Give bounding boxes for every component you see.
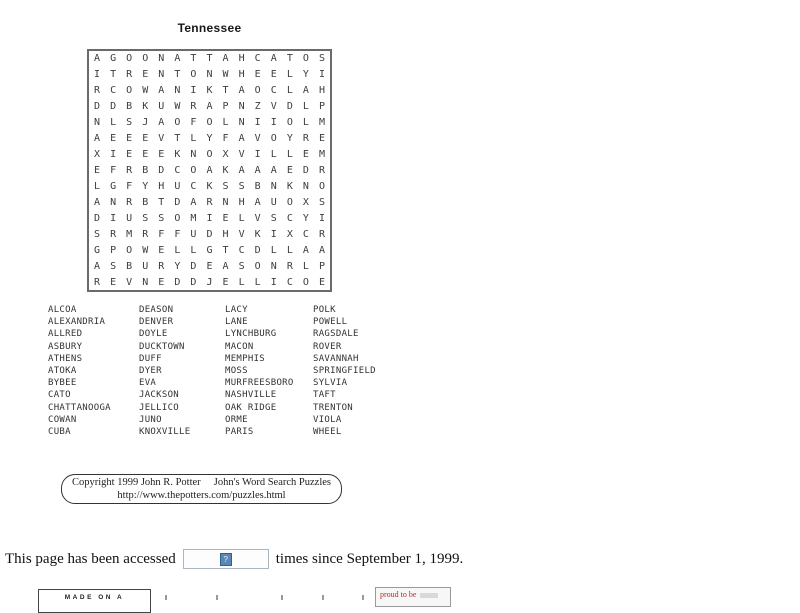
word-list-item: BYBEE: [48, 378, 77, 389]
broken-image-icon: ?: [220, 553, 232, 566]
grid-cell: S: [238, 180, 245, 192]
grid-cell: A: [94, 260, 101, 272]
word-list-item: WHEEL: [313, 427, 342, 438]
grid-cell: D: [206, 228, 213, 240]
grid-cell: O: [270, 133, 277, 145]
copyright-line1: Copyright 1999 John R. Potter John's Word Search Puzzles: [72, 477, 331, 488]
grid-cell: O: [286, 117, 293, 129]
grid-cell: F: [190, 117, 197, 129]
grid-cell: R: [142, 228, 149, 240]
grid-cell: E: [142, 149, 149, 161]
grid-cell: N: [238, 117, 245, 129]
grid-cell: V: [254, 212, 261, 224]
grid-cell: N: [110, 196, 117, 208]
grid-cell: O: [174, 212, 181, 224]
word-list-item: JUNO: [139, 414, 162, 425]
word-list-item: POLK: [313, 305, 336, 315]
grid-cell: U: [270, 196, 277, 208]
grid-cell: K: [286, 180, 293, 192]
grid-cell: A: [222, 53, 229, 65]
word-list-item: ROVER: [313, 341, 342, 352]
grid-cell: O: [206, 117, 213, 129]
grid-cell: T: [110, 69, 117, 81]
grid-cell: I: [190, 85, 197, 97]
grid-cell: O: [126, 244, 133, 256]
grid-cell: D: [158, 164, 165, 176]
grid-cell: C: [254, 53, 261, 65]
grid-cell: R: [302, 133, 309, 145]
grid-cell: R: [158, 260, 165, 272]
grid-cell: N: [206, 69, 213, 81]
proud-to-be-badge[interactable]: [375, 587, 451, 607]
word-list-item: ASBURY: [48, 341, 83, 352]
word-list-item: MOSS: [225, 366, 248, 377]
grid-cell: O: [318, 180, 325, 192]
grid-cell: U: [190, 228, 197, 240]
grid-cell: L: [302, 260, 309, 272]
grid-cell: Y: [206, 133, 213, 145]
grid-cell: B: [126, 260, 133, 272]
grid-cell: A: [158, 85, 165, 97]
grid-cell: E: [110, 276, 117, 288]
grid-cell: M: [190, 212, 197, 224]
grid-cell: C: [270, 85, 277, 97]
grid-cell: A: [94, 196, 101, 208]
grid-cell: R: [94, 85, 101, 97]
grid-cell: L: [190, 133, 197, 145]
grid-cell: S: [318, 53, 325, 65]
word-list-item: DENVER: [139, 317, 174, 328]
grid-cell: R: [190, 101, 197, 113]
grid-cell: K: [254, 228, 261, 240]
grid-cell: A: [190, 196, 197, 208]
word-list-column: [139, 304, 190, 438]
grid-cell: T: [286, 53, 293, 65]
grid-cell: L: [222, 117, 229, 129]
grid-cell: A: [254, 196, 261, 208]
grid-cell: S: [110, 260, 117, 272]
grid-cell: N: [238, 101, 245, 113]
grid-cell: O: [142, 53, 149, 65]
grid-cell: T: [222, 244, 229, 256]
word-list-item: CATO: [48, 390, 71, 401]
grid-cell: I: [270, 276, 277, 288]
grid-cell: N: [190, 149, 197, 161]
word-list-item: NASHVILLE: [225, 390, 277, 401]
word-list-item: SAVANNAH: [313, 353, 359, 364]
grid-cell: F: [158, 228, 165, 240]
grid-cell: N: [270, 180, 277, 192]
grid-cell: U: [126, 212, 133, 224]
grid-cell: L: [270, 244, 277, 256]
word-list-item: MURFREESBORO: [225, 378, 294, 389]
grid-cell: U: [158, 101, 165, 113]
word-list-item: JELLICO: [139, 402, 180, 413]
grid-cell: F: [222, 133, 229, 145]
grid-cell: A: [302, 244, 309, 256]
grid-cell: H: [238, 69, 245, 81]
grid-cell: Y: [286, 133, 293, 145]
grid-cell: S: [158, 212, 165, 224]
grid-cell: L: [302, 101, 309, 113]
grid-cell: Z: [254, 101, 261, 113]
grid-cell: C: [174, 164, 181, 176]
grid-cell: D: [302, 164, 309, 176]
grid-cell: N: [302, 180, 309, 192]
grid-cell: N: [158, 53, 165, 65]
grid-cell: J: [142, 117, 149, 129]
grid-cell: I: [254, 149, 261, 161]
grid-cell: K: [222, 164, 229, 176]
word-list-item: MEMPHIS: [225, 353, 266, 364]
grid-cell: W: [222, 69, 229, 81]
grid-cell: K: [206, 85, 213, 97]
grid-cell: W: [142, 244, 149, 256]
grid-cell: C: [110, 85, 117, 97]
grid-cell: O: [126, 85, 133, 97]
grid-cell: Y: [302, 69, 309, 81]
grid-cell: B: [254, 180, 261, 192]
grid-cell: L: [110, 117, 117, 129]
word-list-column: [313, 304, 376, 438]
access-counter-line: [5, 549, 463, 569]
page-title: Tennessee: [177, 21, 242, 35]
grid-cell: O: [302, 53, 309, 65]
word-list-item: DYER: [139, 366, 162, 377]
grid-cell: L: [286, 69, 293, 81]
grid-cell: O: [206, 149, 213, 161]
grid-cell: O: [174, 117, 181, 129]
grid-cell: D: [190, 260, 197, 272]
word-list-item: KNOXVILLE: [139, 427, 191, 438]
grid-cell: V: [238, 228, 245, 240]
grid-cell: I: [94, 69, 101, 81]
word-list-item: COWAN: [48, 414, 77, 425]
grid-cell: D: [94, 212, 101, 224]
grid-cell: T: [190, 53, 197, 65]
grid-cell: J: [206, 276, 213, 288]
grid-cell: R: [286, 260, 293, 272]
grid-cell: E: [126, 149, 133, 161]
grid-cell: I: [110, 149, 117, 161]
grid-cell: V: [254, 133, 261, 145]
grid-cell: K: [206, 180, 213, 192]
badge-smudge: [420, 593, 438, 598]
grid-cell: I: [318, 212, 325, 224]
word-list-item: ALEXANDRIA: [48, 317, 106, 328]
proud-to-be-label: proud to be: [380, 590, 417, 599]
grid-cell: L: [174, 244, 181, 256]
grid-cell: A: [270, 53, 277, 65]
grid-cell: E: [302, 149, 309, 161]
grid-cell: M: [318, 149, 325, 161]
word-list-item: SPRINGFIELD: [313, 366, 376, 377]
grid-cell: V: [238, 149, 245, 161]
grid-cell: A: [238, 85, 245, 97]
word-list-item: CHATTANOOGA: [48, 402, 111, 413]
grid-cell: T: [158, 196, 165, 208]
word-list-item: PARIS: [225, 427, 254, 438]
grid-cell: U: [174, 180, 181, 192]
grid-cell: O: [126, 53, 133, 65]
grid-cell: P: [318, 101, 325, 113]
grid-cell: W: [142, 85, 149, 97]
access-prefix: This page has been accessed: [5, 550, 176, 567]
word-list-item: VIOLA: [313, 414, 342, 425]
grid-cell: L: [286, 85, 293, 97]
word-list-item: TAFT: [313, 390, 336, 401]
grid-cell: E: [286, 164, 293, 176]
grid-cell: T: [174, 69, 181, 81]
grid-cell: P: [222, 101, 229, 113]
copyright-url: http://www.thepotters.com/puzzles.html: [117, 489, 286, 501]
grid-cell: S: [318, 196, 325, 208]
grid-cell: A: [238, 164, 245, 176]
grid-cell: K: [174, 149, 181, 161]
grid-cell: N: [174, 85, 181, 97]
grid-cell: G: [110, 180, 117, 192]
grid-cell: A: [222, 260, 229, 272]
grid-cell: E: [158, 276, 165, 288]
made-on-mac-label: MADE ON A: [64, 594, 125, 601]
grid-cell: D: [286, 101, 293, 113]
grid-cell: L: [94, 180, 101, 192]
grid-cell: S: [126, 117, 133, 129]
grid-cell: D: [190, 276, 197, 288]
word-list-item: DEASON: [139, 305, 174, 315]
grid-cell: Y: [174, 260, 181, 272]
grid-cell: A: [270, 164, 277, 176]
grid-cell: L: [302, 117, 309, 129]
word-list-item: LACY: [225, 305, 248, 315]
grid-cell: E: [158, 149, 165, 161]
grid-cell: O: [190, 164, 197, 176]
grid-cell: C: [286, 212, 293, 224]
grid-cell: H: [238, 53, 245, 65]
grid-cell: P: [318, 260, 325, 272]
word-list-item: ALCOA: [48, 305, 77, 315]
grid-cell: H: [222, 228, 229, 240]
grid-cell: V: [270, 101, 277, 113]
grid-cell: R: [206, 196, 213, 208]
grid-cell: I: [254, 117, 261, 129]
grid-cell: C: [238, 244, 245, 256]
word-list-item: ALLRED: [48, 329, 83, 340]
grid-cell: E: [158, 244, 165, 256]
grid-cell: B: [142, 164, 149, 176]
word-list-item: ATHENS: [48, 353, 83, 364]
grid-cell: L: [270, 149, 277, 161]
grid-cell: F: [110, 164, 117, 176]
word-list-column: [48, 304, 111, 438]
grid-cell: N: [270, 260, 277, 272]
grid-cell: T: [222, 85, 229, 97]
grid-cell: D: [174, 276, 181, 288]
grid-cell: S: [94, 228, 101, 240]
grid-cell: M: [318, 117, 325, 129]
grid-cell: H: [238, 196, 245, 208]
word-list-item: JACKSON: [139, 390, 180, 401]
grid-cell: O: [286, 196, 293, 208]
grid-cell: L: [254, 276, 261, 288]
word-list-item: RAGSDALE: [313, 329, 359, 340]
grid-cell: E: [206, 260, 213, 272]
grid-cell: V: [126, 276, 133, 288]
grid-cell: N: [158, 69, 165, 81]
grid-cell: F: [174, 228, 181, 240]
grid-cell: X: [286, 228, 293, 240]
word-list-item: ORME: [225, 414, 248, 425]
grid-cell: G: [110, 53, 117, 65]
word-list-column: [225, 304, 294, 438]
word-list-item: DUFF: [139, 353, 162, 364]
grid-cell: L: [286, 149, 293, 161]
grid-cell: B: [142, 196, 149, 208]
grid-cell: S: [270, 212, 277, 224]
grid-cell: R: [318, 228, 325, 240]
grid-cell: C: [190, 180, 197, 192]
grid-cell: C: [302, 228, 309, 240]
grid-cell: M: [126, 228, 133, 240]
grid-cell: I: [110, 212, 117, 224]
grid-cell: E: [142, 133, 149, 145]
grid-cell: A: [174, 53, 181, 65]
grid-cell: A: [302, 85, 309, 97]
grid-cell: I: [318, 69, 325, 81]
grid-cell: O: [190, 69, 197, 81]
grid-cell: B: [126, 101, 133, 113]
grid-cell: R: [126, 196, 133, 208]
word-list-item: SYLVIA: [313, 378, 348, 389]
grid-cell: S: [238, 260, 245, 272]
grid-cell: A: [206, 164, 213, 176]
grid-cell: C: [286, 276, 293, 288]
grid-cell: E: [222, 212, 229, 224]
grid-cell: X: [302, 196, 309, 208]
grid-cell: D: [254, 244, 261, 256]
grid-cell: E: [142, 69, 149, 81]
grid-cell: I: [270, 117, 277, 129]
grid-cell: E: [222, 276, 229, 288]
grid-cell: E: [318, 133, 325, 145]
grid-cell: E: [110, 133, 117, 145]
grid-cell: U: [142, 260, 149, 272]
word-list-item: DOYLE: [139, 329, 168, 340]
grid-cell: Y: [302, 212, 309, 224]
word-list-item: LANE: [225, 317, 248, 328]
grid-cell: I: [270, 228, 277, 240]
word-list-item: POWELL: [313, 317, 348, 328]
word-list-item: TRENTON: [313, 402, 354, 413]
word-list-item: DUCKTOWN: [139, 341, 185, 352]
grid-cell: S: [222, 180, 229, 192]
grid-cell: A: [94, 53, 101, 65]
grid-cell: L: [190, 244, 197, 256]
grid-cell: T: [206, 53, 213, 65]
grid-cell: R: [110, 228, 117, 240]
grid-cell: N: [142, 276, 149, 288]
word-list-item: OAK RIDGE: [225, 402, 277, 413]
grid-cell: K: [142, 101, 149, 113]
grid-cell: A: [206, 101, 213, 113]
word-list-item: LYNCHBURG: [225, 329, 277, 340]
grid-cell: R: [126, 164, 133, 176]
grid-cell: P: [110, 244, 117, 256]
grid-cell: D: [110, 101, 117, 113]
word-search-grid: [87, 49, 332, 292]
grid-cell: A: [158, 117, 165, 129]
made-on-mac-badge[interactable]: [38, 589, 151, 613]
grid-cell: T: [174, 133, 181, 145]
grid-cell: O: [302, 276, 309, 288]
grid-cell: A: [318, 244, 325, 256]
grid-cell: R: [94, 276, 101, 288]
grid-cell: E: [94, 164, 101, 176]
grid-cell: A: [254, 164, 261, 176]
grid-cell: V: [158, 133, 165, 145]
word-list-item: CUBA: [48, 427, 71, 438]
grid-cell: I: [206, 212, 213, 224]
grid-cell: E: [126, 133, 133, 145]
grid-cell: X: [94, 149, 101, 161]
hit-counter-box: [183, 549, 269, 569]
access-suffix: times since September 1, 1999.: [275, 550, 464, 567]
grid-cell: Y: [142, 180, 149, 192]
grid-cell: A: [94, 133, 101, 145]
grid-cell: S: [142, 212, 149, 224]
grid-cell: R: [318, 164, 325, 176]
grid-cell: H: [158, 180, 165, 192]
grid-cell: W: [174, 101, 181, 113]
word-list-item: ATOKA: [48, 366, 77, 377]
grid-cell: D: [94, 101, 101, 113]
grid-cell: N: [222, 196, 229, 208]
grid-cell: O: [254, 85, 261, 97]
grid-cell: A: [238, 133, 245, 145]
copyright-box: [61, 474, 342, 504]
grid-cell: X: [222, 149, 229, 161]
grid-cell: O: [254, 260, 261, 272]
grid-cell: E: [270, 69, 277, 81]
grid-cell: F: [126, 180, 133, 192]
grid-cell: E: [254, 69, 261, 81]
grid-cell: E: [318, 276, 325, 288]
grid-cell: G: [206, 244, 213, 256]
grid-cell: G: [94, 244, 101, 256]
word-list-item: EVA: [139, 378, 157, 389]
word-list-item: MACON: [225, 341, 254, 352]
grid-cell: D: [174, 196, 181, 208]
grid-cell: N: [94, 117, 101, 129]
grid-cell: R: [126, 69, 133, 81]
grid-cell: L: [286, 244, 293, 256]
grid-cell: L: [238, 212, 245, 224]
grid-cell: L: [238, 276, 245, 288]
grid-cell: H: [318, 85, 325, 97]
